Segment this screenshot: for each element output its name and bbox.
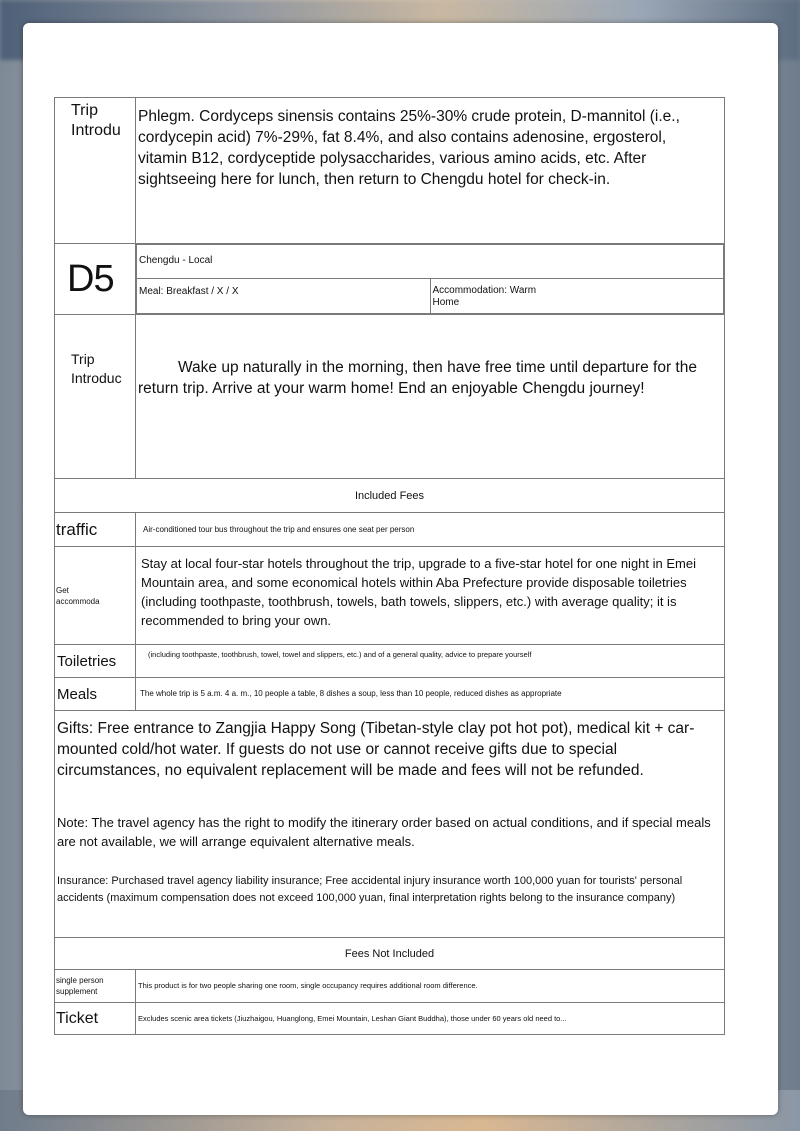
- insurance-text: Insurance: Purchased travel agency liability insurance; Free accidental injury insurance worth 100,000 yuan for tourists' personal accidents (maximum compensation does not exceed 100,000 yuan, final interpretation rights belong to the insurance company): [57, 875, 683, 904]
- itinerary-table: [54, 97, 725, 1035]
- intro-row-2: [55, 315, 725, 479]
- excluded-title-row: [55, 938, 725, 970]
- intro-row-1: [55, 98, 725, 244]
- included-title: Included Fees: [354, 489, 425, 502]
- day-info-cell: [136, 244, 725, 315]
- intro-text-2: Wake up naturally in the morning, then have free time until departure for the return trip. Arrive at your warm home! End an enjoyable Chengdu journey!: [138, 359, 697, 397]
- intro-label-2: Trip Introduc: [71, 351, 122, 386]
- meals-text: The whole trip is 5 a.m. 4 a. m., 10 people a table, 8 dishes a soup, less than 10 people, reduced dishes as appropriate: [140, 689, 562, 698]
- day-accommodation: Accommodation: Warm Home: [432, 285, 537, 308]
- accommodation-row: [55, 547, 725, 645]
- document-page: [23, 23, 778, 1115]
- intro-label-cell-2: [55, 315, 136, 479]
- ticket-text: Excludes scenic area tickets (Jiuzhaigou, Huanglong, Emei Mountain, Leshan Giant Buddha), those under 60 years old need to...: [138, 1013, 567, 1023]
- single-supplement-text: This product is for two people sharing one room, single occupancy requires additional room difference.: [138, 981, 478, 990]
- included-title-row: [55, 479, 725, 513]
- day-meal: Meal: Breakfast / X / X: [139, 286, 239, 297]
- day-route: Chengdu - Local: [139, 255, 213, 266]
- excluded-title: Fees Not Included: [344, 947, 435, 960]
- day-row: [55, 244, 725, 315]
- single-supplement-label: single person supplement: [56, 976, 104, 996]
- meals-label: Meals: [57, 685, 98, 703]
- traffic-label: traffic: [56, 519, 98, 539]
- accommodation-label: Get accommoda: [56, 585, 100, 606]
- ticket-label: Ticket: [56, 1009, 99, 1027]
- toiletries-text: (including toothpaste, toothbrush, towel, towel and slippers, etc.) and of a general quality, advice to prepare yourself: [148, 650, 532, 659]
- traffic-row: [55, 513, 725, 547]
- accommodation-text: Stay at local four-star hotels throughout the trip, upgrade to a five-star hotel for one night in Emei Mountain area, and some economical hotels within Aba Prefecture provide disposable toiletries (including toothpaste, toothbrush, towels, bath towels, slippers, etc.) with average quality; it is recommended to bring your own.: [141, 556, 696, 628]
- intro-label-1: Trip Introdu: [71, 102, 121, 139]
- intro-label-cell-1: [55, 98, 136, 244]
- gifts-text: Gifts: Free entrance to Zangjia Happy Song (Tibetan-style clay pot hot pot), medical kit + car-mounted cold/hot water. If guests do not use or cannot receive gifts due to special circumstances, no equivalent replacement will be made and fees will not be refunded.: [57, 720, 695, 779]
- ticket-row: [55, 1003, 725, 1035]
- traffic-text: Air-conditioned tour bus throughout the trip and ensures one seat per person: [143, 524, 415, 534]
- intro-text-cell-2: [136, 315, 725, 479]
- day-code: D5: [67, 258, 114, 300]
- intro-text-1: Phlegm. Cordyceps sinensis contains 25%-30% crude protein, D-mannitol (i.e., cordycepin acid) 7%-29%, fat 8.4%, and also contains adenosine, ergosterol, vitamin B12, cordyceptide polysaccharides, various amino acids, etc. After sightseeing here for lunch, then return to Chengdu hotel for check-in.: [138, 108, 680, 188]
- toiletries-label: Toiletries: [57, 652, 117, 670]
- gifts-notes-row: [55, 711, 725, 938]
- meals-row: [55, 678, 725, 711]
- day-code-cell: [55, 244, 136, 315]
- single-supplement-row: [55, 970, 725, 1003]
- toiletries-row: [55, 645, 725, 678]
- intro-text-cell-1: [136, 98, 725, 244]
- note-text: Note: The travel agency has the right to modify the itinerary order based on actual conditions, and if special meals are not available, we will arrange equivalent alternative meals.: [57, 815, 711, 849]
